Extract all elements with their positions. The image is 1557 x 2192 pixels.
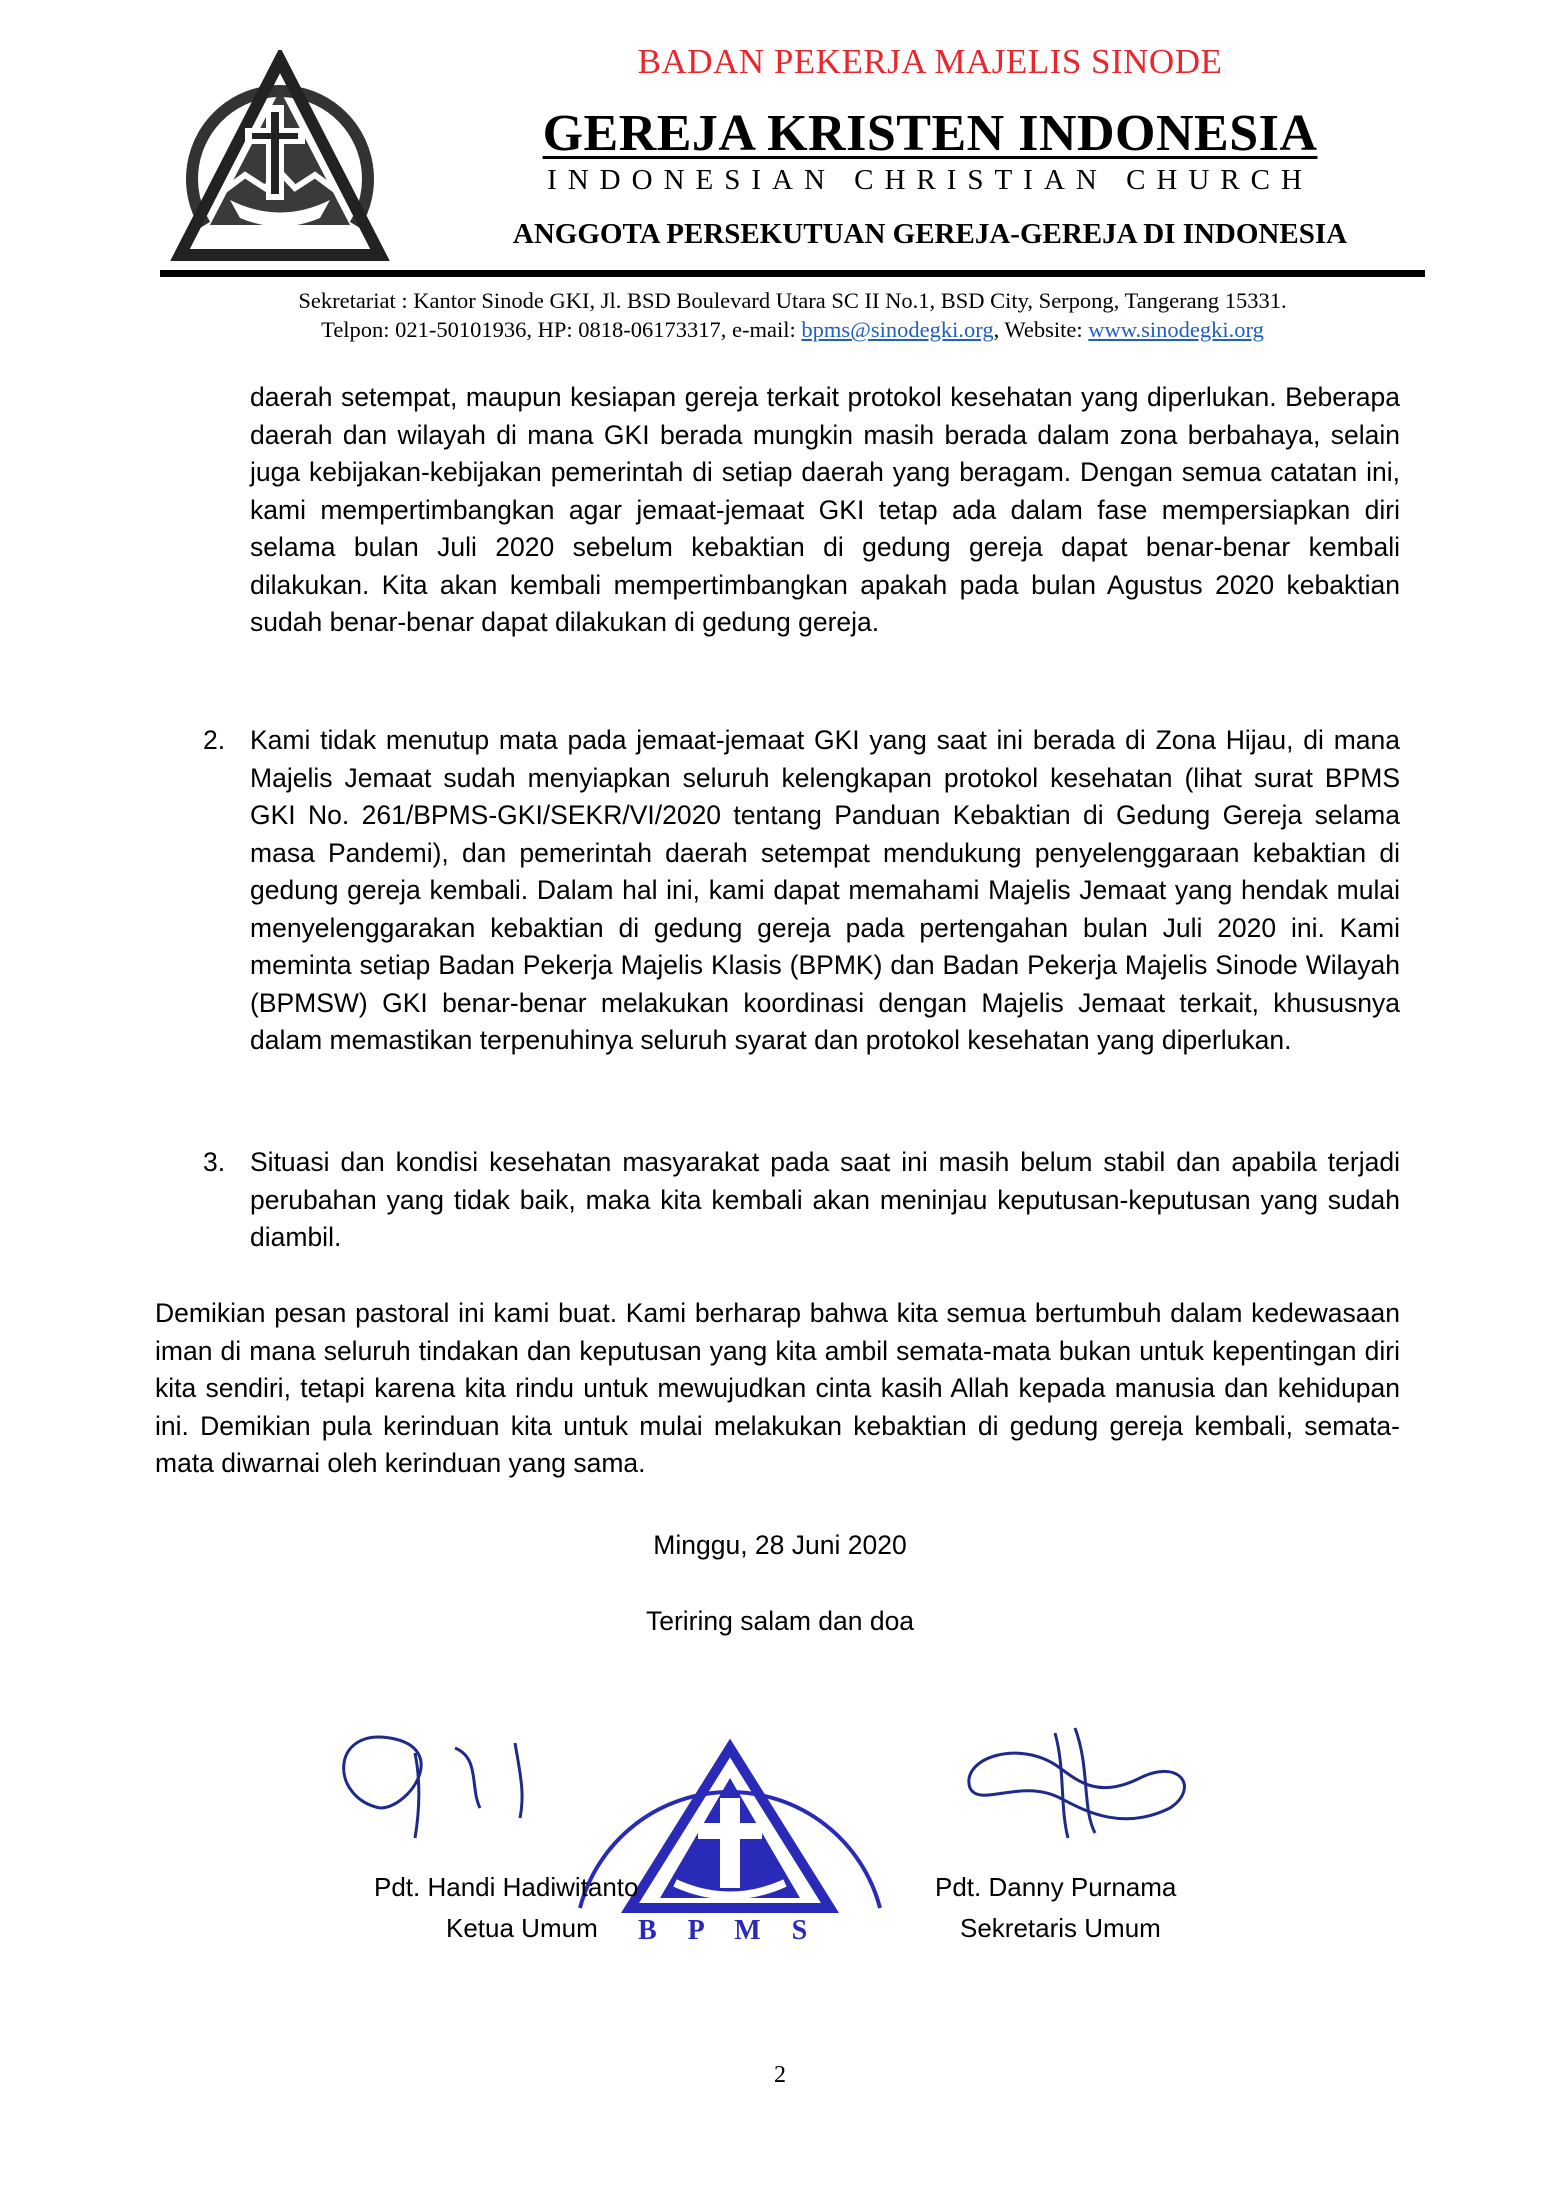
contact-line	[160, 317, 1425, 343]
signer2-role: Sekretaris Umum	[960, 1913, 1161, 1943]
org-name-red: BADAN PEKERJA MAJELIS SINODE	[637, 42, 1223, 81]
header-divider	[160, 270, 1425, 277]
signer1-role: Ketua Umum	[446, 1913, 598, 1943]
signature-handi	[344, 1737, 522, 1838]
list-item-number: 2.	[203, 725, 226, 755]
org-name-english: INDONESIAN CHRISTIAN CHURCH	[547, 164, 1313, 196]
signer1-name: Pdt. Handi Hadiwitanto	[374, 1872, 639, 1902]
letter-date: Minggu, 28 Juni 2020	[653, 1530, 907, 1560]
list-item-text: Situasi dan kondisi kesehatan masyarakat pada saat ini masih belum stabil dan apabila terjadi perubahan yang tidak baik, maka kita kembali akan meninjau keputusan-keputusan yang sudah diambil.	[250, 1147, 1400, 1252]
signature-danny	[969, 1728, 1185, 1838]
contact-separator: , Website:	[993, 317, 1089, 342]
membership-line: ANGGOTA PERSEKUTUAN GEREJA-GEREJA DI INDONESIA	[512, 218, 1348, 250]
org-name-main	[430, 104, 1430, 163]
website-link[interactable]: www.sinodegki.org	[1088, 317, 1264, 342]
signer2-name: Pdt. Danny Purnama	[935, 1872, 1177, 1902]
greeting-line: Teriring salam dan doa	[645, 1606, 915, 1636]
list-item-number: 3.	[203, 1147, 226, 1177]
address-line: Sekretariat : Kantor Sinode GKI, Jl. BSD Boulevard Utara SC II No.1, BSD City, Serpong, Tangerang 15331.	[298, 288, 1287, 313]
list-item-text: Kami tidak menutup mata pada jemaat-jemaat GKI yang saat ini berada di Zona Hijau, di mana Majelis Jemaat sudah menyiapkan seluruh kelengkapan protokol kesehatan (lihat surat BPMS GKI No. 261/BPMS-GKI/SEKR/VI/2020 tentang Panduan Kebaktian di Gedung Gereja selama masa Pandemi), dan pemerintah daerah setempat mendukung penyelenggaraan kebaktian di gedung gereja kembali. Dalam hal ini, kami dapat memahami Majelis Jemaat yang hendak mulai menyelenggarakan kebaktian di gedung gereja pada pertengahan bulan Juli 2020 ini. Kami meminta setiap Badan Pekerja Majelis Klasis (BPMK) dan Badan Pekerja Majelis Sinode Wilayah (BPMSW) GKI benar-benar melakukan koordinasi dengan Majelis Jemaat terkait, khususnya dalam memastikan terpenuhinya seluruh syarat dan protokol kesehatan yang diperlukan.	[250, 725, 1400, 1055]
continuation-paragraph: daerah setempat, maupun kesiapan gereja terkait protokol kesehatan yang diperlukan. Beberapa daerah dan wilayah di mana GKI berada mungkin masih berada dalam zona berbahaya, selain juga kebijakan-kebijakan pemerintah di setiap daerah yang beragam. Dengan semua catatan ini, kami mempertimbangkan agar jemaat-jemaat GKI tetap ada dalam fase mempersiapkan diri selama bulan Juli 2020 sebelum kebaktian di gedung gereja dapat benar-benar kembali dilakukan. Kita akan kembali mempertimbangkan apakah pada bulan Agustus 2020 kebaktian sudah benar-benar dapat dilakukan di gedung gereja.	[250, 382, 1400, 637]
list-item	[203, 1144, 1400, 1257]
gki-logo	[170, 50, 390, 270]
page-number: 2	[774, 2062, 786, 2088]
contact-prefix: Telpon: 021-50101936, HP: 0818-06173317, e-mail:	[321, 317, 802, 342]
org-name-main-text: GEREJA KRISTEN INDONESIA	[542, 105, 1318, 162]
email-link[interactable]: bpms@sinodegki.org	[801, 317, 994, 342]
stamp-bpms-text: B P M S	[638, 1915, 820, 1946]
list-item	[203, 722, 1400, 1060]
closing-paragraph: Demikian pesan pastoral ini kami buat. Kami berharap bahwa kita semua bertumbuh dalam kedewasaan iman di mana seluruh tindakan dan keputusan yang kita ambil semata-mata bukan untuk kepentingan diri kita sendiri, tetapi karena kita rindu untuk mewujudkan cinta kasih Allah kepada manusia dan kehidupan ini. Demikian pula kerinduan kita untuk mulai melakukan kebaktian di gedung gereja kembali, semata-mata diwarnai oleh kerinduan yang sama.	[155, 1298, 1400, 1478]
